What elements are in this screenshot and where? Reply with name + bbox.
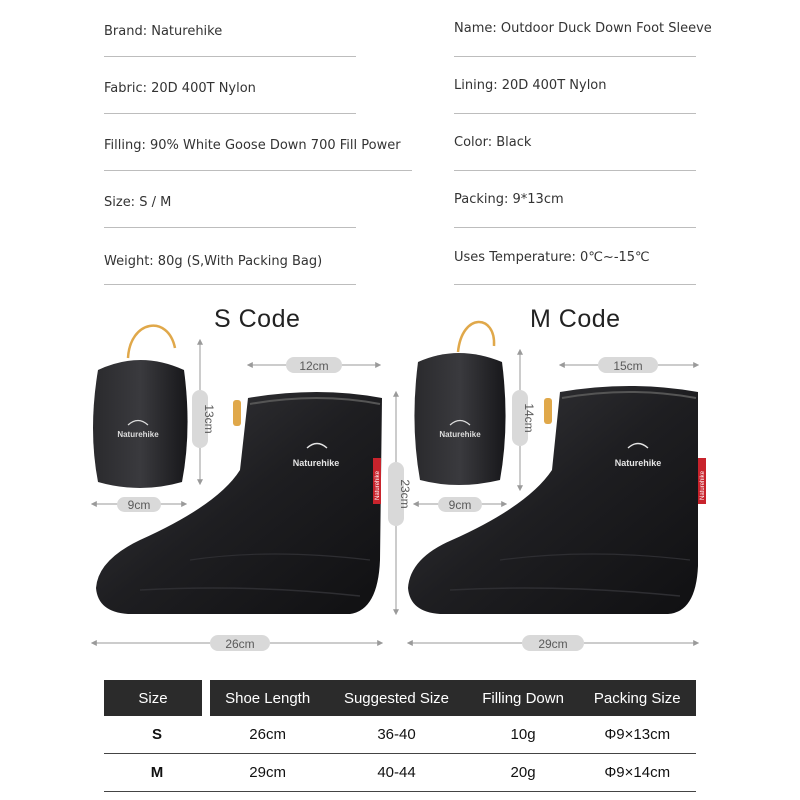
spec-size: Size: S / M — [104, 195, 172, 210]
side-tag-label: Naturehike — [375, 470, 381, 500]
cell-suggested-size: 40-44 — [325, 754, 467, 792]
spec-divider — [454, 113, 696, 114]
m-length-dim — [408, 635, 698, 651]
s-height-dim — [388, 392, 412, 614]
s-code-title: S Code — [214, 305, 301, 333]
spec-color: Color: Black — [454, 135, 532, 150]
m-bag-width-dim — [414, 497, 506, 512]
s-bag-height-dim — [192, 340, 216, 484]
bag-width-label: 9cm — [448, 498, 472, 512]
spec-name: Name: Outdoor Duck Down Foot Sleeve — [454, 21, 712, 36]
cell-packing-size: Φ9×14cm — [578, 754, 696, 792]
spec-divider — [104, 227, 356, 228]
spec-divider — [454, 227, 696, 228]
col-header-shoe-length: Shoe Length — [210, 680, 325, 716]
drawcord-toggle — [233, 400, 241, 426]
size-table — [104, 680, 696, 792]
col-header-packing-size: Packing Size — [578, 680, 696, 716]
bag-height-label: 13cm — [202, 404, 216, 434]
spec-temperature: Uses Temperature: 0℃~-15℃ — [454, 250, 650, 265]
spec-packing: Packing: 9*13cm — [454, 192, 564, 207]
cell-size: M — [104, 754, 210, 792]
brand-logo: Naturehike — [614, 458, 662, 468]
s-bag-width-dim — [92, 497, 186, 512]
sleeve-length-label: 29cm — [538, 637, 568, 651]
col-header-suggested-size: Suggested Size — [325, 680, 467, 716]
s-top-width-dim — [248, 357, 380, 373]
s-length-dim — [92, 635, 382, 651]
spec-divider — [104, 170, 412, 171]
cell-size: S — [104, 716, 210, 754]
cell-suggested-size: 36-40 — [325, 716, 467, 754]
spec-divider — [104, 56, 356, 57]
spec-filling: Filling: 90% White Goose Down 700 Fill Power — [104, 138, 401, 153]
drawcord-loop — [128, 326, 175, 358]
col-header-filling-down: Filling Down — [468, 680, 579, 716]
table-header-row — [104, 680, 696, 716]
brand-logo: Naturehike — [292, 458, 340, 468]
spec-divider — [104, 113, 356, 114]
cell-shoe-length: 29cm — [210, 754, 325, 792]
stuff-bag-body — [93, 360, 188, 488]
drawcord-loop — [458, 322, 494, 352]
spec-fabric: Fabric: 20D 400T Nylon — [104, 81, 256, 96]
cell-filling-down: 10g — [468, 716, 579, 754]
brand-logo: Naturehike — [439, 430, 481, 439]
stuff-bag-body — [414, 353, 505, 485]
side-tag-label: Naturehike — [700, 470, 706, 500]
cell-shoe-length: 26cm — [210, 716, 325, 754]
spec-divider — [454, 170, 696, 171]
bag-height-label: 14cm — [522, 403, 536, 433]
drawcord-toggle — [544, 398, 552, 424]
product-figure — [0, 300, 800, 670]
spec-brand: Brand: Naturehike — [104, 24, 223, 39]
sleeve-length-label: 26cm — [225, 637, 255, 651]
cell-packing-size: Φ9×13cm — [578, 716, 696, 754]
bag-width-label: 9cm — [127, 498, 151, 512]
m-bag-height-dim — [512, 350, 536, 490]
top-width-label: 15cm — [613, 359, 643, 373]
spec-divider — [104, 284, 356, 285]
spec-lining: Lining: 20D 400T Nylon — [454, 78, 607, 93]
cell-filling-down: 20g — [468, 754, 579, 792]
sleeve-height-label: 23cm — [398, 479, 412, 509]
brand-logo: Naturehike — [117, 430, 159, 439]
spec-weight: Weight: 80g (S,With Packing Bag) — [104, 254, 323, 269]
m-code-title: M Code — [530, 305, 621, 333]
col-header-size: Size — [104, 680, 210, 716]
spec-divider — [454, 284, 696, 285]
top-width-label: 12cm — [299, 359, 329, 373]
spec-divider — [454, 56, 696, 57]
table-row — [104, 754, 696, 792]
m-top-width-dim — [560, 357, 698, 373]
s-stuff-bag — [93, 326, 188, 488]
m-stuff-bag — [414, 322, 505, 485]
table-row — [104, 716, 696, 754]
